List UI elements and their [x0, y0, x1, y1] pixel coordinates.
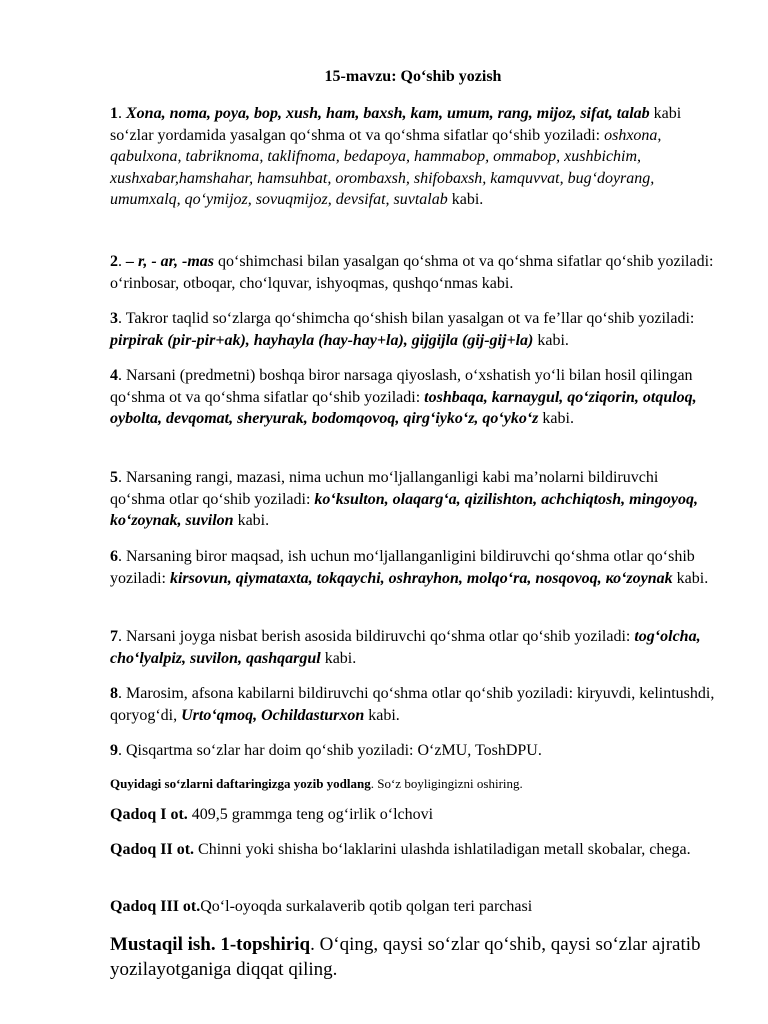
- rule-text-end: kabi.: [533, 331, 569, 349]
- rule-text: . Narsani joyga nisbat berish asosida bildiruvchi qo‘shma otlar qo‘shib yoziladi:: [118, 628, 635, 645]
- rule-text: . Narsani (predmetni) boshqa biror narsaga qiyoslash, o‘xshatish yo‘li bilan hosil qilingan qo‘shma ot va qo‘shma sifatlar qo‘shib yoziladi:: [110, 367, 693, 406]
- task-bold: Quyidagi so‘zlarni daftaringizga yozib yodlang: [110, 776, 371, 791]
- rule-2: 2. – r, - ar, -mas qo‘shimchasi bilan yasalgan qo‘shma ot va qo‘shma sifatlar qo‘shib yoziladi: o‘rinbosar, otboqar, cho‘lquvar, ishyoqmas, qushqo‘nmas kabi.: [110, 253, 714, 292]
- rule-number: 7: [110, 628, 118, 645]
- rule-examples: Urto‘qmoq, Ochildasturxon: [181, 706, 365, 724]
- definition-text: Chinni yoki shisha bo‘laklarini ulashda ishlatiladigan metall skobalar, chega.: [194, 841, 691, 858]
- rule-examples: toshbaqa, karnaygul, qo‘ziqorin, otquloq, oybolta, devqomat, sheryurak, bodomqovoq, qirg‘iyko‘z, qo‘yko‘z: [110, 388, 697, 427]
- task-rest: . So‘z boyligingizni oshiring.: [370, 776, 523, 791]
- rule-number: 9: [110, 742, 118, 759]
- rule-text: . Marosim, afsona kabilarni bildiruvchi qo‘shma otlar qo‘shib yoziladi: kiryuvdi, kelintushdi, qoryog‘di,: [110, 685, 715, 724]
- definition-qadoq-1: [110, 804, 716, 826]
- rule-keywords: – r, - ar, -mas: [126, 253, 215, 270]
- rule-text: . Qisqartma so‘zlar har doim qo‘shib yoziladi: O‘zMU, ToshDPU.: [118, 742, 542, 759]
- rule-examples: kirsovun, qiymataxta, tokqaychi, oshrayhon, molqo‘ra, nosqovoq, ко‘zoynak: [169, 569, 673, 587]
- rule-number: 5: [110, 469, 118, 486]
- rule-examples: tog‘olcha, cho‘lyalpiz, suvilon, qashqargul: [110, 628, 701, 667]
- rule-4: [110, 365, 716, 430]
- independent-task: [110, 932, 716, 982]
- rule-text-end: kabi.: [233, 512, 270, 529]
- rule-number: 4: [110, 367, 118, 384]
- rule-text-end: kabi.: [364, 706, 400, 724]
- rule-examples: ko‘ksulton, olaqarg‘a, qizilishton, achchiqtosh, mingoyoq, ko‘zoynak, suvilon: [110, 490, 699, 529]
- definition-label: Qadoq I ot.: [110, 806, 188, 823]
- rule-text: qo‘shimchasi bilan yasalgan qo‘shma ot va qo‘shma sifatlar qo‘shib yoziladi: o‘rinbosar, otboqar, cho‘lquvar, ishyoqmas, qushqo‘nmas kabi.: [110, 253, 714, 292]
- independent-task-text: . O‘qing, qaysi so‘zlar qo‘shib, qaysi so‘zlar ajratib yozilayotganiga diqqat qiling.: [110, 934, 701, 980]
- definition-qadoq-3: [110, 896, 716, 918]
- rule-number: 6: [110, 548, 118, 565]
- task-instruction: [110, 773, 716, 795]
- rule-9: [110, 740, 716, 762]
- definition-qadoq-2: [110, 839, 716, 861]
- rule-number: 2: [110, 253, 118, 270]
- rule-text-end: kabi.: [672, 569, 709, 587]
- definition-label: Qadoq II ot.: [110, 841, 195, 858]
- rule-number: 1: [110, 105, 118, 122]
- rule-8: [110, 683, 716, 726]
- definition-text: Qo‘l-oyoqda surkalaverib qotib qolgan teri parchasi: [200, 898, 533, 915]
- rule-text-end: kabi.: [538, 410, 574, 427]
- rule-6: [110, 546, 716, 589]
- rule-3: [110, 308, 716, 351]
- rule-number: 3: [110, 310, 118, 327]
- rule-keywords: Xona, noma, poya, bop, xush, ham, baxsh, kam, umum, rang, mijoz, sifat, talab: [126, 105, 650, 122]
- rule-text: . Narsaning biror maqsad, ish uchun mo‘ljallanganligini bildiruvchi qo‘shma otlar qo‘shib yoziladi:: [110, 548, 695, 587]
- rule-examples: pirpirak (pir-pir+ak), hayhayla (hay-hay+la), gijgijla (gij-gij+la): [110, 331, 534, 349]
- rule-examples: oshxona, qabulxona, tabriknoma, taklifnoma, bedapoya, hammabop, ommabop, xushbichim, xushxabar,hamshahar, hamsuhbat, orombaxsh, shifobaxsh, kamquvvat, bug‘doyrang, umumxalq, qo‘ymijoz, sovuqmijoz, devsifat, suvtalab: [110, 126, 662, 208]
- rule-5: [110, 467, 716, 532]
- definition-label: Qadoq III ot.: [110, 898, 201, 915]
- rule-text: . Narsaning rangi, mazasi, nima uchun mo‘ljallanganligi kabi ma’nolarni bildiruvchi qo‘shma otlar qo‘shib yoziladi:: [110, 469, 659, 508]
- rule-text-end: kabi.: [447, 191, 484, 208]
- rule-7: [110, 626, 716, 669]
- independent-task-label: Mustaqil ish. 1-topshiriq: [110, 934, 311, 955]
- page-title: 15-mavzu: Qo‘shib yozish: [324, 68, 502, 85]
- rule-text-end: kabi.: [320, 649, 357, 667]
- definition-text: 409,5 grammga teng og‘irlik o‘lchovi: [187, 806, 434, 823]
- rule-1: 1. Xona, noma, poya, bop, xush, ham, baxsh, kam, umum, rang, mijoz, sifat, talab kabi so‘zlar yordamida yasalgan qo‘shma ot va qo‘shma sifatlar qo‘shib yoziladi: oshxona, qabulxona, tabriknoma, taklifnoma, bedapoya, hammabop, ommabop, xushbichim, xushxabar,hamshahar, hamsuhbat, orombaxsh, shifobaxsh, kamquvvat, bug‘doyrang, umumxalq, qo‘ymijoz, sovuqmijoz, devsifat, suvtalab kabi.: [110, 105, 682, 208]
- rule-number: 8: [110, 685, 118, 702]
- rule-text: . Takror taqlid so‘zlarga qo‘shimcha qo‘shish bilan yasalgan ot va fe’llar qo‘shib yoziladi:: [118, 310, 695, 327]
- rule-text: kabi so‘zlar yordamida yasalgan qo‘shma ot va qo‘shma sifatlar qo‘shib yoziladi:: [110, 105, 682, 144]
